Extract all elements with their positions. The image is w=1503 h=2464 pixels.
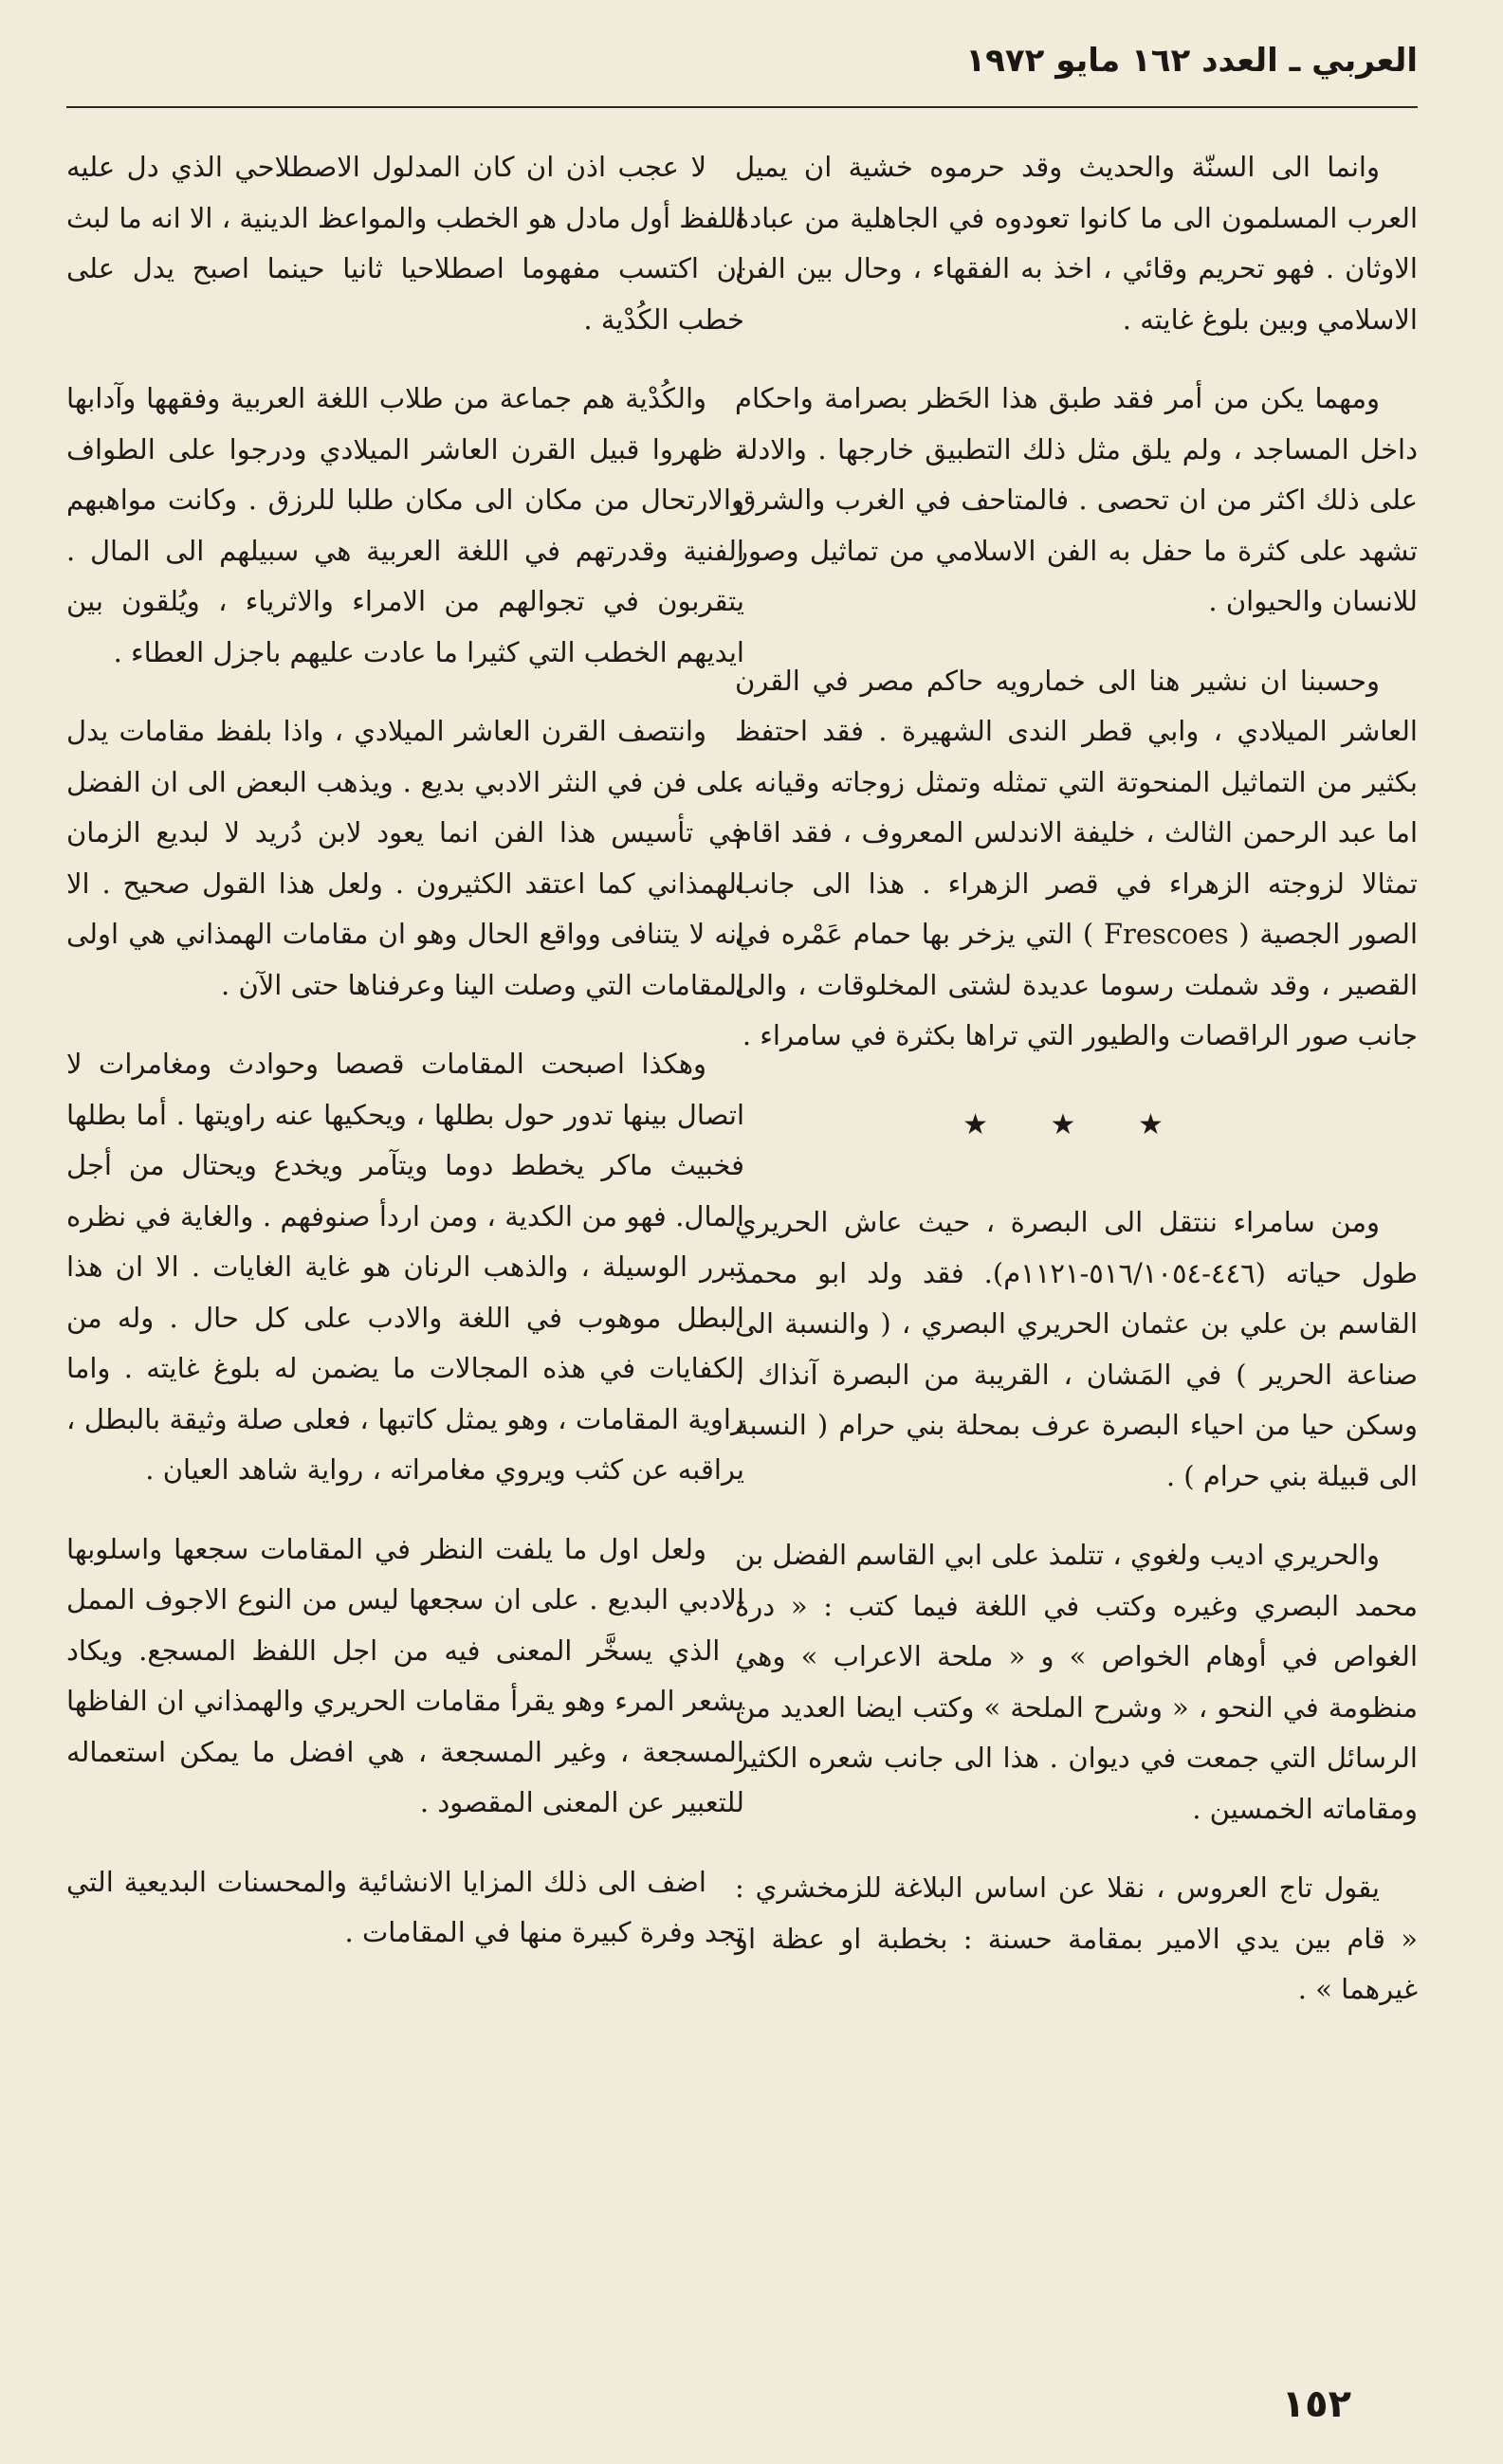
left-column [66,142,744,1987]
paragraph: وحسبنا ان نشير هنا الى خمارويه حاكم مصر في القرن العاشر الميلادي ، وابي قطر الندى الشهيرة . فقد احتفظ بكثير من التماثيل المنحوتة التي تمثله وتمثل زوجاته وقيانه . اما عبد الرحمن الثالث ، خليفة الاندلس المعروف ، فقد اقام تمثالا لزوجته الزهراء في قصر الزهراء . هذا الى جانب الصور الجصية ( Frescoes ) التي يزخر بها حمام عَمْره في القصير ، وقد شملت رسوما عديدة لشتى المخلوقات ، والى جانب صور الراقصات والطيور التي تراها بكثرة في سامراء . [735,664,1418,1051]
paragraph: وهكذا اصبحت المقامات قصصا وحوادث ومغامرات لا اتصال بينها تدور حول بطلها ، ويحكيها عنه راويتها . أما بطلها فخبيث ماكر يخطط دوما ويتآمر ويخدع ويحتال من أجل المال. فهو من الكدية ، ومن اردأ صنوفهم . والغاية في نظره تبرر الوسيلة ، والذهب الرنان هو غاية الغايات . الا ان هذا البطل موهوب في اللغة والادب على كل حال . وله من الكفايات في هذه المجالات ما يضمن له بلوغ غايته . واما راوية المقامات ، وهو يمثل كاتبها ، فعلى صلة وثيقة بالبطل ، يراقبه عن كثب ويروي مغامراته ، رواية شاهد العيان . [66,1048,744,1486]
paragraph: والحريري اديب ولغوي ، تتلمذ على ابي القاسم الفضل بن محمد البصري وغيره وكتب في اللغة فيما كتب : « درة الغواص في أوهام الخواص » و « ملحة الاعراب » وهي منظومة في النحو ، « وشرح الملحة » وكتب ايضا العديد من الرسائل التي جمعت في ديوان . هذا الى جانب شعره الكثير ومقاماته الخمسين . [735,1539,1418,1825]
paragraph: ولعل اول ما يلفت النظر في المقامات سجعها واسلوبها الادبي البديع . على ان سجعها ليس من النوع الاجوف الممل ، الذي يسخَّر المعنى فيه من اجل اللفظ المسجع. ويكاد يشعر المرء وهو يقرأ مقامات الحريري والهمذاني ان الفاظها المسجعة ، وغير المسجعة ، هي افضل ما يمكن استعماله للتعبير عن المعنى المقصود . [66,1532,744,1818]
running-header: العربي ـ العدد ١٦٢ مايو ١٩٧٢ [965,42,1418,80]
page-number: ١٥٢ [1281,2382,1351,2426]
paragraph: ومهما يكن من أمر فقد طبق هذا الحَظر بصرامة واحكام داخل المساجد ، ولم يلق مثل ذلك التطبيق خارجها . والادلة على ذلك اكثر من ان تحصى . فالمتاحف في الغرب والشرق تشهد على كثرة ما حفل به الفن الاسلامي من تماثيل وصور للانسان والحيوان . [735,382,1418,617]
right-column [735,142,1418,2044]
paragraph: وانتصف القرن العاشر الميلادي ، واذا بلفظ مقامات يدل على فن في النثر الادبي بديع . ويذهب البعض الى ان الفضل في تأسيس هذا الفن انما يعود لابن دُريد لا لبديع الزمان الهمذاني كما اعتقد الكثيرون . ولعل هذا القول صحيح . الا انه لا يتنافى وواقع الحال وهو ان مقامات الهمذاني هي اولى المقامات التي وصلت الينا وعرفناها حتى الآن . [66,715,744,1001]
paragraph: اضف الى ذلك المزايا الانشائية والمحسنات البديعية التي تجد وفرة كبيرة منها في المقامات . [66,1865,744,1948]
paragraph: ومن سامراء ننتقل الى البصرة ، حيث عاش الحريري طول حياته (٤٤٦-٥١٦/١٠٥٤-١١٢١م). فقد ولد ابو محمد القاسم بن علي بن عثمان الحريري البصري ، ( والنسبة الى صناعة الحرير ) في المَشان ، القريبة من البصرة آنذاك ، وسكن حيا من احياء البصرة عرف بمحلة بني حرام ( النسبة الى قبيلة بني حرام ) . [735,1206,1418,1492]
paragraph: يقول تاج العروس ، نقلا عن اساس البلاغة للزمخشري : « قام بين يدي الامير بمقامة حسنة : بخطبة او عظة او غيرهما » . [735,1871,1418,2005]
paragraph: وانما الى السنّة والحديث وقد حرموه خشية ان يميل العرب المسلمون الى ما كانوا تعودوه في الجاهلية من عبادة الاوثان . فهو تحريم وقائي ، اخذ به الفقهاء ، وحال بين الفن الاسلامي وبين بلوغ غايته . [735,151,1418,336]
paragraph: والكُدْية هم جماعة من طلاب اللغة العربية وفقهها وآدابها ، ظهروا قبيل القرن العاشر الميلادي ودرجوا على الطواف والارتحال من مكان الى مكان طلبا للرزق . وكانت مواهبهم الفنية وقدرتهم في اللغة العربية هي سبيلهم الى المال . يتقربون في تجوالهم من الامراء والاثرياء ، ويُلقون بين ايديهم الخطب التي كثيرا ما عادت عليهم باجزل العطاء . [66,382,744,668]
header-rule [66,106,1418,108]
section-divider: ★ ★ ★ [962,1107,1190,1141]
paragraph: لا عجب اذن ان كان المدلول الاصطلاحي الذي دل عليه اللفظ أول مادل هو الخطب والمواعظ الدينية ، الا انه ما لبث ان اكتسب مفهوما اصطلاحيا ثانيا حينما اصبح يدل على خطب الكُدْية . [66,151,744,336]
